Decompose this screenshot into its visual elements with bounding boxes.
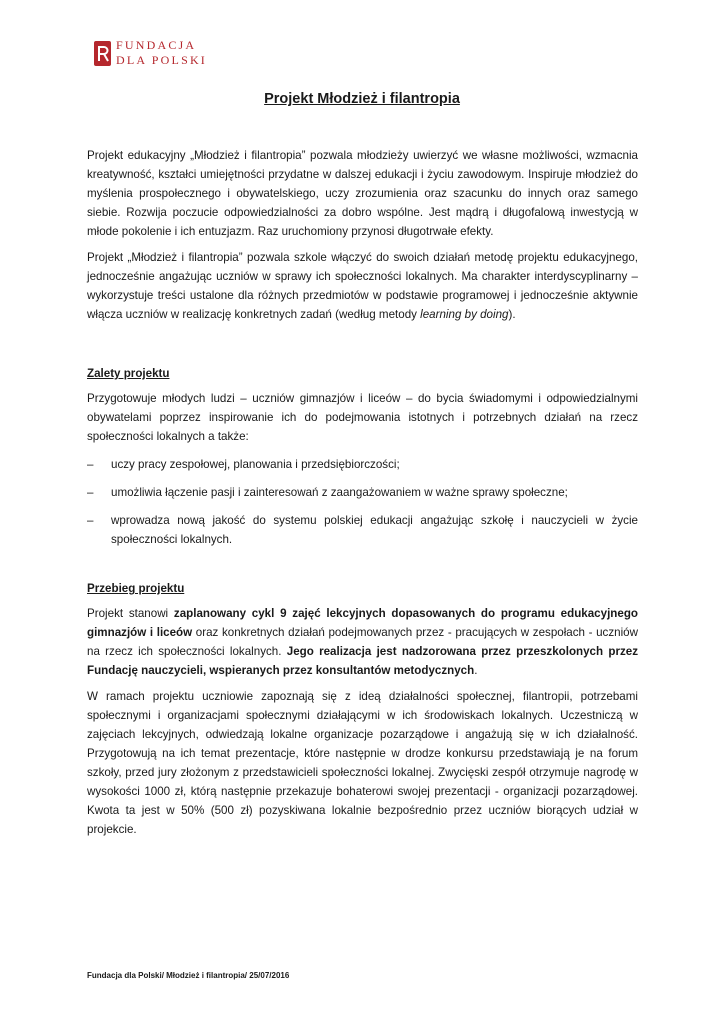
list-item-text: wprowadza nową jakość do systemu polskiej edukacji angażując szkołę i nauczycieli w życie społeczności lokalnych. (111, 514, 638, 546)
logo-line-1: FUNDACJA (116, 38, 197, 52)
intro-paragraph-1: Projekt edukacyjny „Młodzież i filantropia” pozwala młodzieży uwierzyć we własne możliwości, wzmacnia kreatywność, kształci umiejętności przydatne w dalszej edukacji i życiu zawodowym. Inspiruje młodzież do myślenia prospołecznego i obywatelskiego, uczy zrozumienia oraz szacunku do innych oraz samego siebie. Rozwija poczucie odpowiedzialności za dobro wspólne. Jest mądrą i długofalową inwestycją w młode pokolenie i ich entuzjazm. Raz uruchomiony przynosi długotrwałe efekty. (87, 149, 638, 238)
course-heading: Przebieg projektu (87, 582, 185, 595)
footer: Fundacja dla Polski/ Młodzież i filantropia/ 25/07/2016 (87, 971, 290, 980)
document-body (87, 146, 638, 839)
logo-text (116, 38, 207, 68)
course-p1-bold-b: Jego realizacja jest nadzorowana przez przeszkolonych przez Fundację nauczycieli, wspieranych przez konsultantów metodycznych (87, 645, 639, 677)
list-item (87, 455, 638, 474)
intro-paragraph-2 (87, 248, 638, 324)
list-item (87, 483, 638, 502)
list-item (87, 511, 638, 549)
list-item-text: umożliwia łączenie pasji i zainteresowań z zaangażowaniem w ważne sprawy społeczne; (111, 486, 568, 499)
foundation-logo-icon (92, 38, 114, 68)
logo-line-2: DLA POLSKI (116, 53, 208, 67)
intro-paragraph-2-text: Projekt „Młodzież i filantropia” pozwala szkole włączyć do swoich działań metodę projektu edukacyjnego, jednocześnie angażując uczniów w sprawy ich społeczności lokalnych. Ma charakter interdyscyplinarny – wykorzystuje treści ustalone dla różnych przedmiotów w podstawie programowej i jednocześnie aktywnie włącza uczniów w realizację konkretnych zadań (według metody (87, 251, 638, 321)
advantages-intro: Przygotowuje młodych ludzi – uczniów gimnazjów i liceów – do bycia świadomymi i odpowiedzialnymi obywatelami poprzez inspirowanie ich do podejmowania istotnych i potrzebnych działań na rzecz społeczności lokalnych a także: (87, 392, 638, 443)
dash-bullet: ‒ (87, 458, 94, 471)
logo (92, 38, 232, 72)
list-item-text: uczy pracy zespołowej, planowania i przedsiębiorczości; (111, 458, 400, 471)
advantages-heading: Zalety projektu (87, 367, 170, 380)
course-p1-text-b: oraz konkretnych działań podejmowanych przez - pracujących w zespołach - uczniów na rzecz ich społeczności lokalnych. (87, 626, 638, 658)
dash-bullet: ‒ (87, 514, 94, 527)
intro-paragraph-2-end: ). (508, 308, 516, 321)
dash-bullet: ‒ (87, 486, 94, 499)
course-p1-text-a: Projekt stanowi (87, 607, 174, 620)
course-paragraph-2: W ramach projektu uczniowie zapoznają się z ideą działalności społecznej, filantropii, potrzebami społecznymi i organizacjami społecznymi działającymi w ich środowiskach lokalnych. Uczestniczą w zajęciach lekcyjnych, odwiedzają lokalne organizacje pozarządowe i angażują się w ich działalność. Przygotowują na ich temat prezentacje, które następnie w drodze konkursu przedstawiają je na forum szkoły, przed jury złożonym z przedstawicieli społeczności lokalnej. Zwycięski zespół otrzymuje nagrodę w wysokości 1000 zł, którą następnie przekazuje bohaterowi swojej prezentacji - organizacji pozarządowej. Kwota ta jest w 50% (500 zł) pozyskiwana lokalnie bezpośrednio przez uczniów biorących udział w projekcie. (87, 690, 638, 836)
course-p1-text-c: . (474, 664, 478, 677)
course-paragraph-1 (87, 604, 638, 680)
learning-by-doing-term: learning by doing (420, 308, 509, 321)
course-p1-bold-a: zaplanowany cykl 9 zajęć lekcyjnych dopasowanych do programu edukacyjnego gimnazjów i liceów (87, 607, 638, 639)
advantages-list (87, 455, 638, 549)
page-title: Projekt Młodzież i filantropia (264, 91, 460, 107)
